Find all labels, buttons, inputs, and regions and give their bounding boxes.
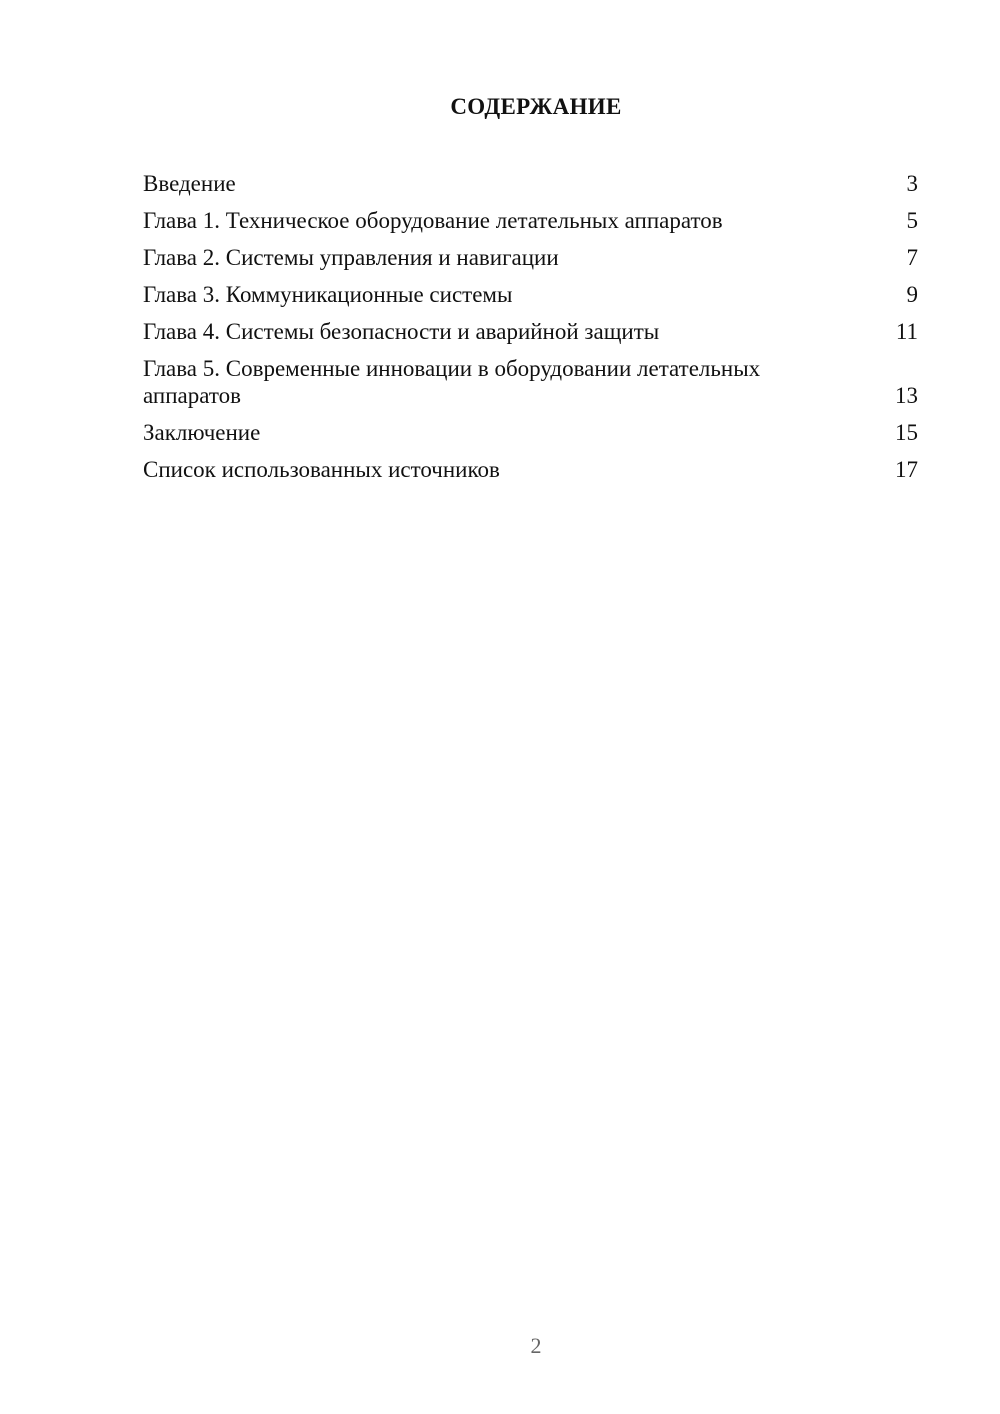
table-of-contents xyxy=(143,170,918,493)
toc-entry-text: Глава 1. Техническое оборудование летательных аппаратов xyxy=(143,208,723,233)
toc-entry-page: 17 xyxy=(895,457,918,482)
toc-entry-chapter-4[interactable] xyxy=(143,318,918,345)
page-number: 2 xyxy=(530,1333,542,1358)
toc-entry-text: Список использованных источников xyxy=(143,457,500,482)
toc-entry-references[interactable] xyxy=(143,456,918,483)
toc-entry-text: Глава 4. Системы безопасности и аварийной защиты xyxy=(143,319,660,344)
toc-entry-chapter-2[interactable] xyxy=(143,244,918,271)
toc-entry-page: 15 xyxy=(895,420,918,445)
toc-entry-text: Глава 2. Системы управления и навигации xyxy=(143,245,559,270)
toc-entry-text: Введение xyxy=(143,171,236,196)
toc-entry-page: 3 xyxy=(906,171,918,196)
toc-entry-chapter-1[interactable] xyxy=(143,207,918,234)
toc-entry-conclusion[interactable] xyxy=(143,419,918,446)
toc-entry-page: 7 xyxy=(906,245,918,270)
toc-entry-chapter-5[interactable] xyxy=(143,355,918,409)
toc-entry-page: 11 xyxy=(895,319,918,344)
toc-entry-text: Глава 3. Коммуникационные системы xyxy=(143,282,513,307)
toc-entry-page: 9 xyxy=(906,282,918,307)
toc-entry-introduction[interactable] xyxy=(143,170,918,197)
page-title: СОДЕРЖАНИЕ xyxy=(450,94,622,119)
toc-entry-text: Глава 5. Современные инновации в оборудовании летательных аппаратов xyxy=(143,356,761,408)
toc-entry-page: 5 xyxy=(906,208,918,233)
toc-entry-chapter-3[interactable] xyxy=(143,281,918,308)
toc-entry-text: Заключение xyxy=(143,420,261,445)
toc-entry-page: 13 xyxy=(895,383,918,408)
